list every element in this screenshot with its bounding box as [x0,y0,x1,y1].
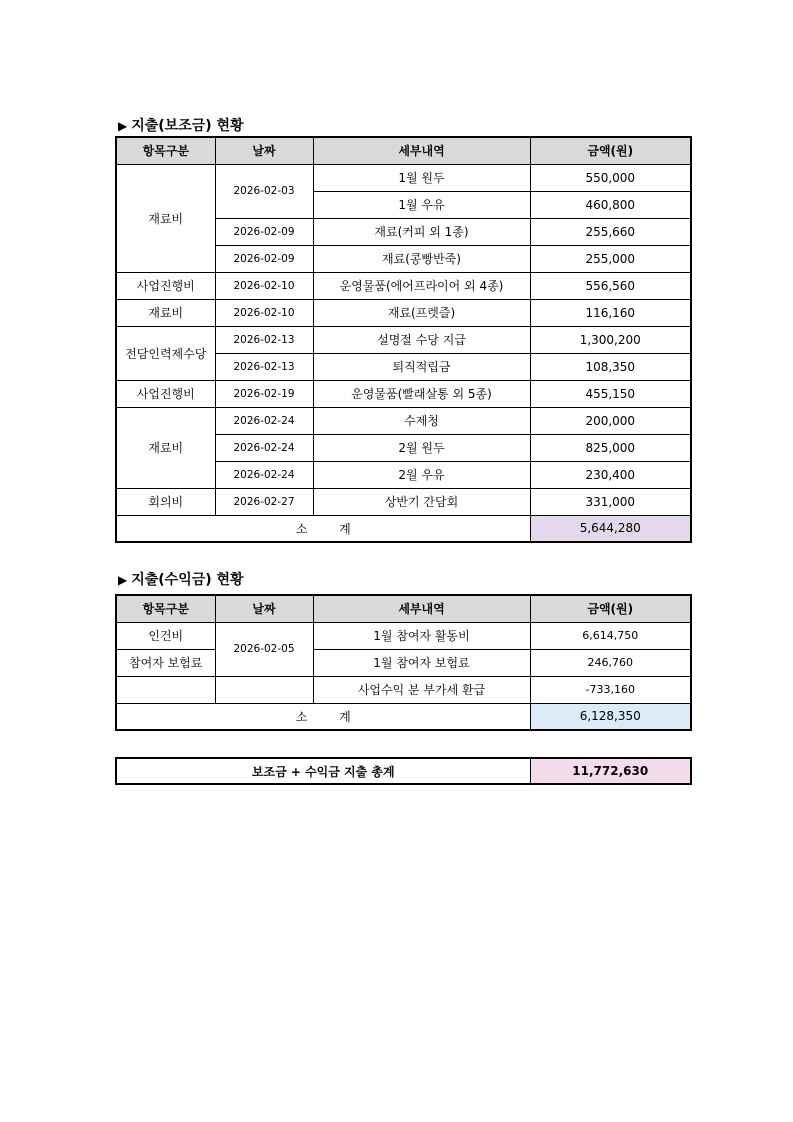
table-row [116,676,691,703]
table-row [116,649,691,676]
table-row [116,272,691,299]
header-amount: 금액(원) [530,595,691,622]
header-date: 날짜 [215,595,313,622]
table-row [116,488,691,515]
detail-cell: 상반기 간담회 [313,488,530,515]
detail-cell: 1월 참여자 활동비 [313,622,530,649]
amount-cell: -733,160 [530,676,691,703]
date-cell: 2026-02-24 [215,434,313,461]
table-row [116,622,691,649]
triangle-icon: ▶ [118,573,128,587]
grand-total-label: 보조금 + 수익금 지출 총계 [116,758,530,784]
amount-cell: 230,400 [530,461,691,488]
table-row [116,299,691,326]
grand-total-value: 11,772,630 [530,758,691,784]
date-cell: 2026-02-13 [215,326,313,353]
category-cell: 사업진행비 [116,380,215,407]
amount-cell: 108,350 [530,353,691,380]
revenue-expense-table [115,594,692,731]
detail-cell: 사업수익 분 부가세 환급 [313,676,530,703]
date-cell: 2026-02-13 [215,353,313,380]
detail-cell: 1월 원두 [313,164,530,191]
table-header-row [116,137,691,164]
table-header-row [116,595,691,622]
subtotal-row [116,703,691,730]
date-cell: 2026-02-05 [215,622,313,676]
subtotal-value: 5,644,280 [530,515,691,542]
category-cell: 회의비 [116,488,215,515]
section2-title: ▶ 지출(수익금) 현황 [118,572,244,588]
category-cell [116,676,215,703]
category-cell: 전담인력제수당 [116,326,215,380]
amount-cell: 255,660 [530,218,691,245]
detail-cell: 재료(커피 외 1종) [313,218,530,245]
header-category: 항목구분 [116,595,215,622]
date-cell: 2026-02-24 [215,407,313,434]
amount-cell: 455,150 [530,380,691,407]
category-cell: 사업진행비 [116,272,215,299]
category-cell: 인건비 [116,622,215,649]
amount-cell: 116,160 [530,299,691,326]
category-cell: 재료비 [116,164,215,272]
detail-cell: 1월 우유 [313,191,530,218]
amount-cell: 1,300,200 [530,326,691,353]
category-cell: 참여자 보험료 [116,649,215,676]
header-date: 날짜 [215,137,313,164]
section1-title: ▶ 지출(보조금) 현황 [118,118,244,134]
date-cell: 2026-02-10 [215,272,313,299]
subtotal-row [116,515,691,542]
amount-cell: 200,000 [530,407,691,434]
detail-cell: 설명절 수당 지급 [313,326,530,353]
subtotal-label: 소 계 [116,703,530,730]
detail-cell: 2월 원두 [313,434,530,461]
detail-cell: 퇴직적립금 [313,353,530,380]
header-category: 항목구분 [116,137,215,164]
amount-cell: 331,000 [530,488,691,515]
detail-cell: 2월 우유 [313,461,530,488]
category-cell: 재료비 [116,299,215,326]
grand-total-row [116,758,691,784]
subsidy-expense-table [115,136,692,543]
date-cell: 2026-02-27 [215,488,313,515]
date-cell: 2026-02-09 [215,245,313,272]
detail-cell: 수제청 [313,407,530,434]
table-row [116,164,691,191]
amount-cell: 255,000 [530,245,691,272]
table-row [116,380,691,407]
detail-cell: 재료(콩빵반죽) [313,245,530,272]
amount-cell: 556,560 [530,272,691,299]
triangle-icon: ▶ [118,119,128,133]
date-cell: 2026-02-03 [215,164,313,218]
table-row [116,407,691,434]
detail-cell: 운영물품(에어프라이어 외 4종) [313,272,530,299]
amount-cell: 550,000 [530,164,691,191]
category-cell: 재료비 [116,407,215,488]
date-cell: 2026-02-09 [215,218,313,245]
subtotal-label: 소 계 [116,515,530,542]
detail-cell: 재료(프렛즐) [313,299,530,326]
header-detail: 세부내역 [313,137,530,164]
grand-total-table [115,757,692,785]
header-amount: 금액(원) [530,137,691,164]
header-detail: 세부내역 [313,595,530,622]
date-cell: 2026-02-10 [215,299,313,326]
detail-cell: 운영물품(빨래살통 외 5종) [313,380,530,407]
detail-cell: 1월 참여자 보험료 [313,649,530,676]
table-row [116,326,691,353]
amount-cell: 246,760 [530,649,691,676]
date-cell: 2026-02-24 [215,461,313,488]
date-cell: 2026-02-19 [215,380,313,407]
amount-cell: 460,800 [530,191,691,218]
amount-cell: 825,000 [530,434,691,461]
date-cell [215,676,313,703]
amount-cell: 6,614,750 [530,622,691,649]
subtotal-value: 6,128,350 [530,703,691,730]
